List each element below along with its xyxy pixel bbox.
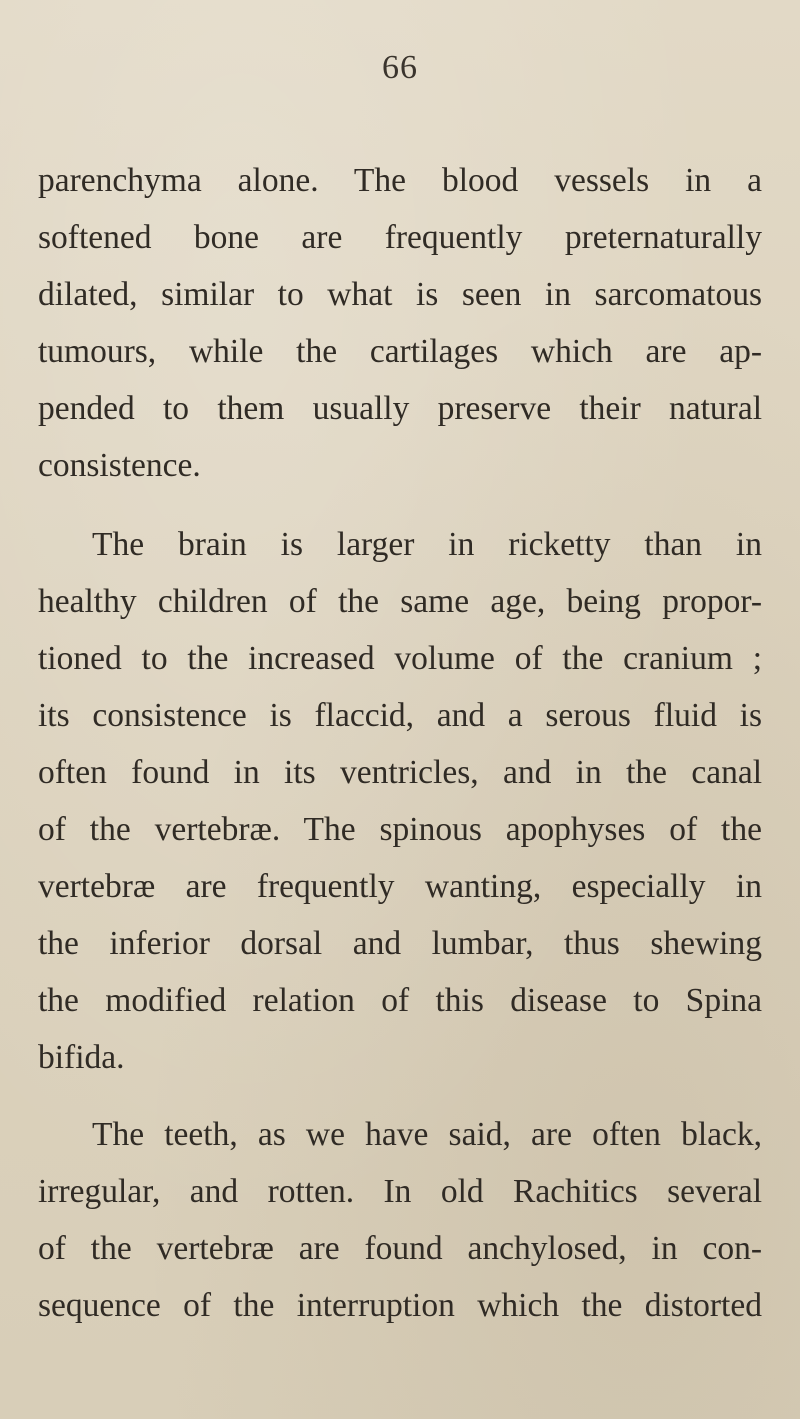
text-line: pended to them usually preserve their natural	[38, 390, 762, 427]
text-line: The brain is larger in ricketty than in	[92, 526, 762, 563]
page-number: 66	[382, 49, 418, 86]
text-line: of the vertebræ are found anchylosed, in con-	[38, 1230, 762, 1267]
text-line: of the vertebræ. The spinous apophyses of the	[38, 811, 762, 848]
text-line: dilated, similar to what is seen in sarcomatous	[38, 276, 762, 313]
text-line: healthy children of the same age, being propor-	[38, 583, 762, 620]
text-line: tioned to the increased volume of the cranium ;	[38, 640, 762, 677]
text-line: vertebræ are frequently wanting, especially in	[38, 868, 762, 905]
text-line: its consistence is flaccid, and a serous fluid is	[38, 697, 762, 734]
text-line: parenchyma alone. The blood vessels in a	[38, 162, 762, 199]
text-line: consistence.	[38, 447, 201, 484]
text-line: bifida.	[38, 1039, 125, 1076]
text-line: the modified relation of this disease to Spina	[38, 982, 762, 1019]
text-line: tumours, while the cartilages which are ap-	[38, 333, 762, 370]
text-line: the inferior dorsal and lumbar, thus shewing	[38, 925, 762, 962]
text-line: often found in its ventricles, and in the canal	[38, 754, 762, 791]
text-line: The teeth, as we have said, are often black,	[92, 1116, 762, 1153]
text-line: sequence of the interruption which the distorted	[38, 1287, 762, 1324]
text-line: irregular, and rotten. In old Rachitics several	[38, 1173, 762, 1210]
text-line: softened bone are frequently preternaturally	[38, 219, 762, 256]
